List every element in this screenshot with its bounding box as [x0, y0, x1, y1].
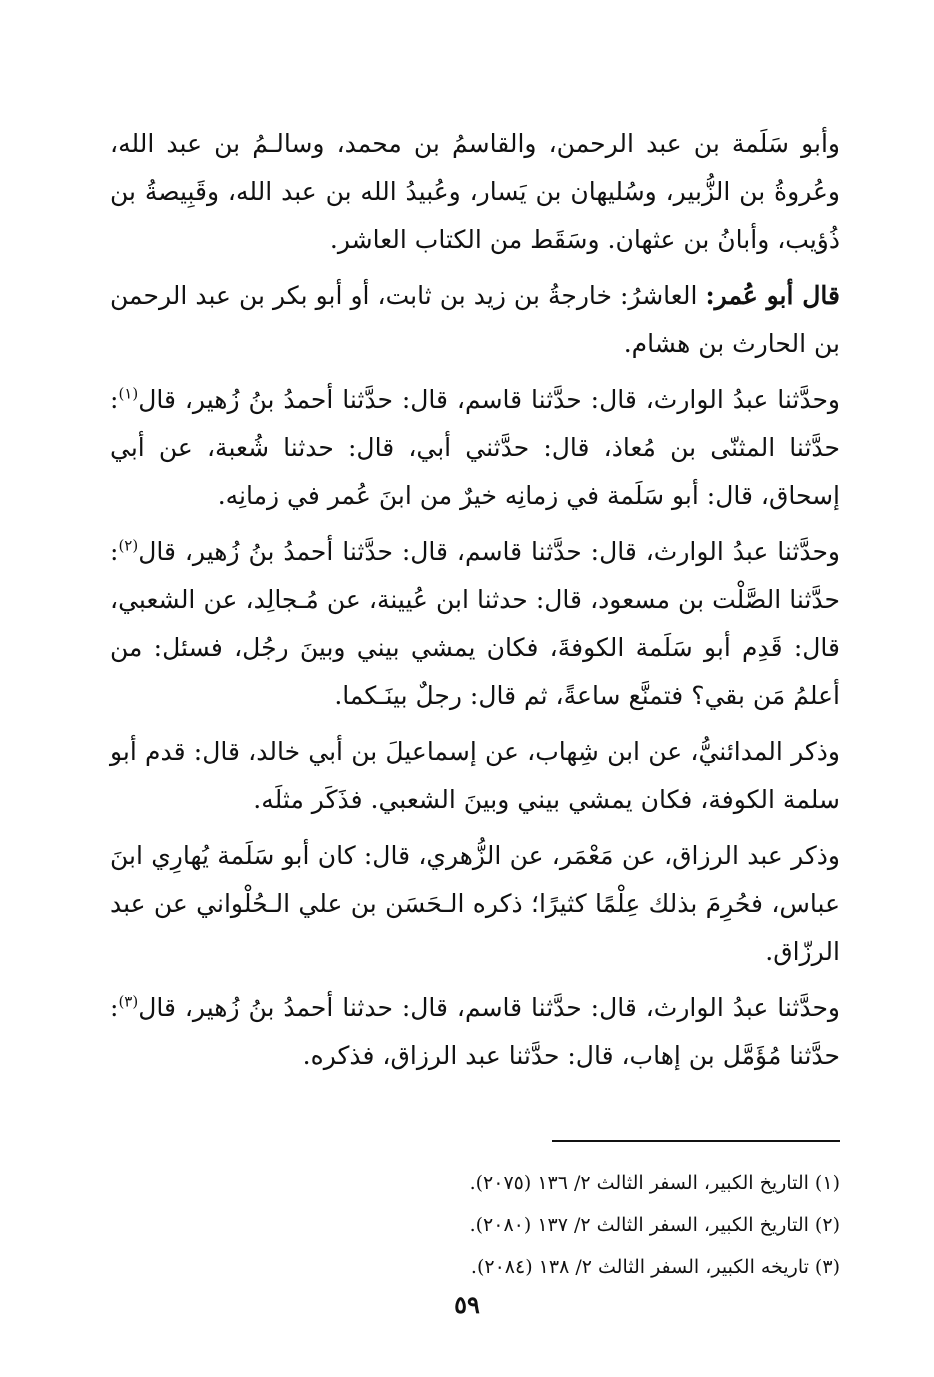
main-text — [110, 120, 840, 1088]
paragraph-text: العاشرُ: خارجةُ بن زيد بن ثابت، أو أبو بكر بن عبد الرحمن بن الحارث بن هشام. — [110, 281, 840, 358]
footnote: (١) التاريخ الكبير، السفر الثالث ٢/ ١٣٦ (٢٠٧٥). — [469, 1172, 840, 1194]
paragraph-lead: قال أبو عُمر: — [705, 281, 840, 310]
footnote-marker: (١) — [118, 384, 139, 403]
paragraph-text: وحدَّثنا عبدُ الوارث، قال: حدَّثنا قاسم، قال: حدَّثنا أحمدُ بنُ زُهير، قال — [138, 385, 840, 414]
footnotes — [240, 1162, 840, 1288]
footnote-marker: (٣) — [118, 992, 139, 1011]
page-number: ٥٩ — [454, 1290, 480, 1319]
paragraph-text: : حدَّثنا مُؤَمَّل بن إهاب، قال: حدَّثنا عبد الرزاق، فذكره. — [110, 993, 840, 1070]
footnote-marker: (٢) — [118, 536, 139, 555]
paragraph-text: وذكر المدائنيُّ، عن ابن شِهاب، عن إسماعيلَ بن أبي خالد، قال: قدم أبو سلمة الكوفة، فكان يمشي بيني وبينَ الشعبي. فذَكَر مثلَه. — [110, 737, 840, 814]
paragraph — [110, 272, 840, 368]
paragraph-text: وحدَّثنا عبدُ الوارث، قال: حدَّثنا قاسم، قال: حدَّثنا أحمدُ بنُ زُهير، قال — [138, 537, 840, 566]
paragraph-text: وأبو سَلَمة بن عبد الرحمن، والقاسمُ بن محمد، وسالـمُ بن عبد الله، وعُروةُ بن الزُّبير، وسُليهان بن يَسار، وعُبيدُ الله بن عبد الله، وقَبِيصةُ بن ذُؤيب، وأبانُ بن عثهان. وسَقَط من الكتاب العاشر. — [110, 129, 840, 254]
paragraph-text: وحدَّثنا عبدُ الوارث، قال: حدَّثنا قاسم، قال: حدثنا أحمدُ بنُ زُهير، قال — [138, 993, 840, 1022]
paragraph — [110, 528, 840, 720]
footnote: (٣) تاريخه الكبير، السفر الثالث ٢/ ١٣٨ (٢٠٨٤). — [470, 1256, 840, 1278]
paragraph — [110, 376, 840, 520]
paragraph-text: : حدَّثنا الصَّلْت بن مسعود، قال: حدثنا ابن عُيينة، عن مُـجالِد، عن الشعبي، قال: قَدِم أبو سَلَمة الكوفةَ، فكان يمشي بيني وبينَ رجُل، فسئل: من أعلمُ مَن بقي؟ فتمنَّع ساعةً، ثم قال: رجلٌ بينَـكما. — [110, 537, 840, 710]
footnote-separator — [552, 1140, 840, 1142]
paragraph — [110, 728, 840, 824]
paragraph — [110, 832, 840, 976]
paragraph-text: وذكر عبد الرزاق، عن مَعْمَر، عن الزُّهري، قال: كان أبو سَلَمة يُهارِي ابنَ عباس، فحُرِمَ بذلك عِلْمًا كثيرًا؛ ذكره الـحَسَن بن علي الـحُلْواني عن عبد الرزّاق. — [110, 841, 840, 966]
footnote: (٢) التاريخ الكبير، السفر الثالث ٢/ ١٣٧ (٢٠٨٠). — [469, 1214, 840, 1236]
paragraph-text: : حدَّثنا المثنّى بن مُعاذ، قال: حدَّثني أبي، قال: حدثنا شُعبة، عن أبي إسحاق، قال: أبو سَلَمة في زمانِه خيرٌ من ابنَ عُمر في زمانِه. — [110, 385, 840, 510]
paragraph — [110, 120, 840, 264]
paragraph — [110, 984, 840, 1080]
